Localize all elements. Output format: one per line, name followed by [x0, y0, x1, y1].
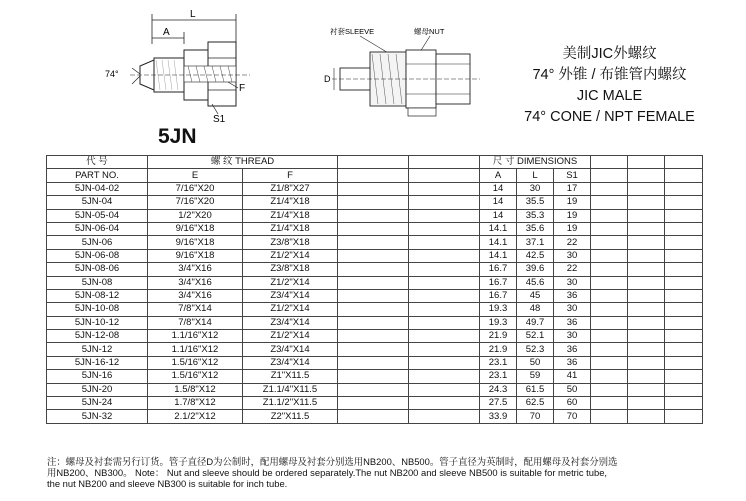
cell-s1: 50 [554, 383, 591, 396]
cell-part: 5JN-08-06 [47, 263, 148, 276]
cell-s1: 30 [554, 276, 591, 289]
header-thread: 螺 纹 THREAD [148, 156, 338, 169]
cell-l: 45 [517, 289, 554, 302]
cell-empty [409, 316, 480, 329]
header-f: F [243, 169, 338, 182]
cell-empty [665, 303, 703, 316]
cell-empty [591, 330, 628, 343]
cell-a: 19.3 [480, 303, 517, 316]
cell-f: Z2"X11.5 [243, 410, 338, 423]
table-subheader-row [47, 169, 703, 182]
cell-part: 5JN-04-02 [47, 182, 148, 195]
spec-table [46, 155, 703, 424]
cell-e: 7/16"X20 [148, 182, 243, 195]
cell-part: 5JN-20 [47, 383, 148, 396]
table-row [47, 383, 703, 396]
cell-l: 42.5 [517, 249, 554, 262]
cell-part: 5JN-08 [47, 276, 148, 289]
title-cn-1: 美制JIC外螺纹 [562, 46, 657, 62]
cell-part: 5JN-05-04 [47, 209, 148, 222]
cell-empty [591, 316, 628, 329]
cell-empty [628, 236, 665, 249]
cell-empty [409, 249, 480, 262]
cell-empty [665, 209, 703, 222]
cell-empty [409, 397, 480, 410]
cell-f: Z3/8"X18 [243, 263, 338, 276]
cell-empty [338, 249, 409, 262]
table-row [47, 303, 703, 316]
label-l: L [190, 9, 196, 20]
cell-e: 9/16"X18 [148, 236, 243, 249]
cell-part: 5JN-06-04 [47, 222, 148, 235]
cell-l: 61.5 [517, 383, 554, 396]
title-cn-2: 74° 外锥 / 布锥管内螺纹 [532, 67, 687, 83]
table-row [47, 263, 703, 276]
label-angle: 74° [105, 69, 119, 79]
table-row [47, 222, 703, 235]
title-en-1: JIC MALE [576, 88, 643, 104]
table-row [47, 370, 703, 383]
cell-s1: 36 [554, 289, 591, 302]
cell-empty [338, 330, 409, 343]
cell-a: 19.3 [480, 316, 517, 329]
table-row [47, 276, 703, 289]
cell-empty [628, 182, 665, 195]
cell-empty [628, 289, 665, 302]
cell-empty [591, 222, 628, 235]
cell-e: 7/8"X14 [148, 316, 243, 329]
cell-s1: 30 [554, 249, 591, 262]
cell-l: 35.5 [517, 196, 554, 209]
label-f: F [239, 83, 246, 94]
cell-l: 30 [517, 182, 554, 195]
cell-empty [591, 397, 628, 410]
cell-e: 1.5/16"X12 [148, 370, 243, 383]
cell-empty [665, 289, 703, 302]
cell-empty [338, 343, 409, 356]
cell-empty [409, 383, 480, 396]
cell-f: Z1/4"X18 [243, 222, 338, 235]
cell-empty [338, 182, 409, 195]
cell-empty [338, 209, 409, 222]
cell-empty [628, 249, 665, 262]
cell-part: 5JN-06 [47, 236, 148, 249]
cell-s1: 19 [554, 209, 591, 222]
cell-f: Z3/8"X18 [243, 236, 338, 249]
cell-empty [628, 383, 665, 396]
label-sleeve: 衬套SLEEVE [330, 27, 375, 36]
cell-empty [409, 303, 480, 316]
cell-s1: 60 [554, 397, 591, 410]
cell-part: 5JN-04 [47, 196, 148, 209]
cell-empty [591, 263, 628, 276]
cell-empty [591, 383, 628, 396]
cell-empty [628, 330, 665, 343]
cell-a: 23.1 [480, 370, 517, 383]
cell-empty [338, 397, 409, 410]
cell-empty [409, 263, 480, 276]
cell-a: 14.1 [480, 236, 517, 249]
cell-s1: 19 [554, 222, 591, 235]
cell-a: 14 [480, 182, 517, 195]
cell-f: Z1.1/2"X11.5 [243, 397, 338, 410]
footnote-line-3: the nut NB200 and sleeve NB300 is suitable for inch tube. [47, 478, 288, 490]
title-block [482, 44, 737, 128]
cell-a: 21.9 [480, 330, 517, 343]
cell-l: 48 [517, 303, 554, 316]
cell-f: Z1/4"X18 [243, 196, 338, 209]
cell-empty [338, 236, 409, 249]
cell-f: Z3/4"X14 [243, 289, 338, 302]
cell-f: Z1/8"X27 [243, 182, 338, 195]
cell-l: 59 [517, 370, 554, 383]
cell-part: 5JN-16 [47, 370, 148, 383]
cell-empty [591, 249, 628, 262]
cell-empty [591, 370, 628, 383]
cell-empty [591, 209, 628, 222]
table-row [47, 236, 703, 249]
cell-empty [665, 330, 703, 343]
cell-s1: 36 [554, 356, 591, 369]
table-row [47, 289, 703, 302]
cell-l: 52.3 [517, 343, 554, 356]
cell-empty [591, 289, 628, 302]
table-row [47, 410, 703, 423]
header-s1: S1 [554, 169, 591, 182]
cell-e: 3/4"X16 [148, 289, 243, 302]
table-row [47, 356, 703, 369]
cell-e: 7/8"X14 [148, 303, 243, 316]
table-row [47, 330, 703, 343]
cell-empty [628, 356, 665, 369]
cell-empty [665, 370, 703, 383]
header-a: A [480, 169, 517, 182]
cell-s1: 41 [554, 370, 591, 383]
cell-empty [628, 196, 665, 209]
cell-empty [591, 356, 628, 369]
cell-part: 5JN-32 [47, 410, 148, 423]
cell-empty [628, 222, 665, 235]
cell-l: 70 [517, 410, 554, 423]
cell-f: Z1/2"X14 [243, 330, 338, 343]
cell-part: 5JN-12-08 [47, 330, 148, 343]
cell-empty [665, 236, 703, 249]
cell-s1: 17 [554, 182, 591, 195]
cell-f: Z1"X11.5 [243, 370, 338, 383]
cell-l: 52.1 [517, 330, 554, 343]
cell-a: 16.7 [480, 289, 517, 302]
cell-empty [665, 249, 703, 262]
cell-s1: 30 [554, 330, 591, 343]
cell-f: Z1/4"X18 [243, 209, 338, 222]
cell-empty [665, 410, 703, 423]
cell-empty [409, 370, 480, 383]
cell-s1: 30 [554, 303, 591, 316]
footnote [47, 456, 703, 490]
cell-part: 5JN-08-12 [47, 289, 148, 302]
cell-s1: 36 [554, 316, 591, 329]
cell-part: 5JN-12 [47, 343, 148, 356]
cell-empty [409, 236, 480, 249]
cell-empty [628, 343, 665, 356]
cell-empty [409, 209, 480, 222]
cell-part: 5JN-10-12 [47, 316, 148, 329]
cell-empty [591, 303, 628, 316]
cell-f: Z3/4"X14 [243, 343, 338, 356]
cell-empty [665, 343, 703, 356]
cell-f: Z1.1/4"X11.5 [243, 383, 338, 396]
cell-e: 1.5/16"X12 [148, 356, 243, 369]
cell-empty [338, 222, 409, 235]
cell-empty [665, 263, 703, 276]
cell-l: 62.5 [517, 397, 554, 410]
cell-l: 45.6 [517, 276, 554, 289]
cell-l: 50 [517, 356, 554, 369]
footnote-line-1: 注：螺母及衬套需另行订货。管子直径D为公制时，配用螺母及衬套分别选用NB200、NB500。管子直径为英制时，配用螺母及衬套分别选 [47, 456, 618, 467]
cell-a: 23.1 [480, 356, 517, 369]
cell-e: 1.1/16"X12 [148, 343, 243, 356]
cell-empty [628, 303, 665, 316]
cell-empty [665, 397, 703, 410]
cell-part: 5JN-16-12 [47, 356, 148, 369]
cell-empty [409, 289, 480, 302]
cell-empty [409, 196, 480, 209]
cell-empty [665, 182, 703, 195]
cell-empty [665, 222, 703, 235]
cell-empty [591, 182, 628, 195]
cell-e: 1.7/8"X12 [148, 397, 243, 410]
cell-a: 21.9 [480, 343, 517, 356]
header-l: L [517, 169, 554, 182]
fitting-drawing [100, 4, 260, 124]
cell-empty [338, 370, 409, 383]
title-en-2: 74° CONE / NPT FEMALE [524, 109, 695, 125]
cell-f: Z3/4"X14 [243, 356, 338, 369]
table-row [47, 182, 703, 195]
cell-empty [338, 316, 409, 329]
cell-a: 14.1 [480, 222, 517, 235]
cell-f: Z1/2"X14 [243, 276, 338, 289]
cell-empty [409, 356, 480, 369]
cell-s1: 70 [554, 410, 591, 423]
product-code: 5JN [158, 125, 197, 148]
cell-a: 16.7 [480, 276, 517, 289]
cell-e: 1/2"X20 [148, 209, 243, 222]
assembly-drawing [320, 20, 490, 120]
table-header-row [47, 156, 703, 169]
cell-empty [591, 343, 628, 356]
cell-empty [338, 383, 409, 396]
cell-a: 24.3 [480, 383, 517, 396]
cell-s1: 36 [554, 343, 591, 356]
cell-a: 27.5 [480, 397, 517, 410]
cell-empty [665, 196, 703, 209]
cell-part: 5JN-06-08 [47, 249, 148, 262]
cell-part: 5JN-10-08 [47, 303, 148, 316]
cell-empty [665, 356, 703, 369]
cell-empty [338, 263, 409, 276]
cell-e: 7/16"X20 [148, 196, 243, 209]
cell-empty [628, 209, 665, 222]
cell-e: 2.1/2"X12 [148, 410, 243, 423]
cell-empty [338, 356, 409, 369]
cell-e: 3/4"X16 [148, 276, 243, 289]
cell-empty [409, 410, 480, 423]
cell-empty [628, 370, 665, 383]
cell-empty [628, 263, 665, 276]
cell-f: Z1/2"X14 [243, 303, 338, 316]
table-row [47, 249, 703, 262]
table-row [47, 397, 703, 410]
cell-f: Z1/2"X14 [243, 249, 338, 262]
cell-empty [665, 276, 703, 289]
cell-part: 5JN-24 [47, 397, 148, 410]
cell-empty [628, 316, 665, 329]
table-row [47, 343, 703, 356]
cell-s1: 22 [554, 263, 591, 276]
cell-empty [409, 182, 480, 195]
cell-empty [591, 410, 628, 423]
cell-empty [409, 222, 480, 235]
label-d: D [324, 74, 331, 84]
cell-f: Z3/4"X14 [243, 316, 338, 329]
cell-empty [665, 383, 703, 396]
cell-empty [338, 303, 409, 316]
cell-s1: 22 [554, 236, 591, 249]
cell-e: 1.5/8"X12 [148, 383, 243, 396]
header-part-no: PART NO. [47, 169, 148, 182]
cell-a: 14 [480, 209, 517, 222]
header-code-cn: 代 号 [47, 156, 148, 169]
cell-l: 39.6 [517, 263, 554, 276]
cell-e: 1.1/16"X12 [148, 330, 243, 343]
cell-e: 9/16"X18 [148, 222, 243, 235]
cell-e: 9/16"X18 [148, 249, 243, 262]
cell-empty [628, 276, 665, 289]
cell-a: 33.9 [480, 410, 517, 423]
cell-l: 35.6 [517, 222, 554, 235]
header-e: E [148, 169, 243, 182]
table-row [47, 209, 703, 222]
cell-a: 16.7 [480, 263, 517, 276]
cell-empty [409, 343, 480, 356]
label-s1: S1 [213, 114, 226, 124]
cell-l: 37.1 [517, 236, 554, 249]
cell-l: 49.7 [517, 316, 554, 329]
header-dimensions: 尺 寸 DIMENSIONS [480, 156, 591, 169]
label-nut: 螺母NUT [414, 27, 445, 36]
cell-empty [409, 276, 480, 289]
table-row [47, 316, 703, 329]
cell-empty [665, 316, 703, 329]
cell-a: 14.1 [480, 249, 517, 262]
cell-empty [591, 196, 628, 209]
cell-empty [338, 289, 409, 302]
cell-empty [628, 410, 665, 423]
cell-empty [338, 196, 409, 209]
footnote-line-2: 用NB200、NB300。 Note： Nut and sleeve should be ordered separately.The nut NB200 and sleeve NB500 is suitable for metric tube, [47, 467, 608, 479]
cell-empty [338, 276, 409, 289]
cell-a: 14 [480, 196, 517, 209]
cell-empty [591, 236, 628, 249]
table-row [47, 196, 703, 209]
cell-s1: 19 [554, 196, 591, 209]
label-a: A [163, 27, 170, 38]
cell-empty [628, 397, 665, 410]
cell-e: 3/4"X16 [148, 263, 243, 276]
cell-empty [409, 330, 480, 343]
cell-empty [591, 276, 628, 289]
cell-l: 35.3 [517, 209, 554, 222]
cell-empty [338, 410, 409, 423]
